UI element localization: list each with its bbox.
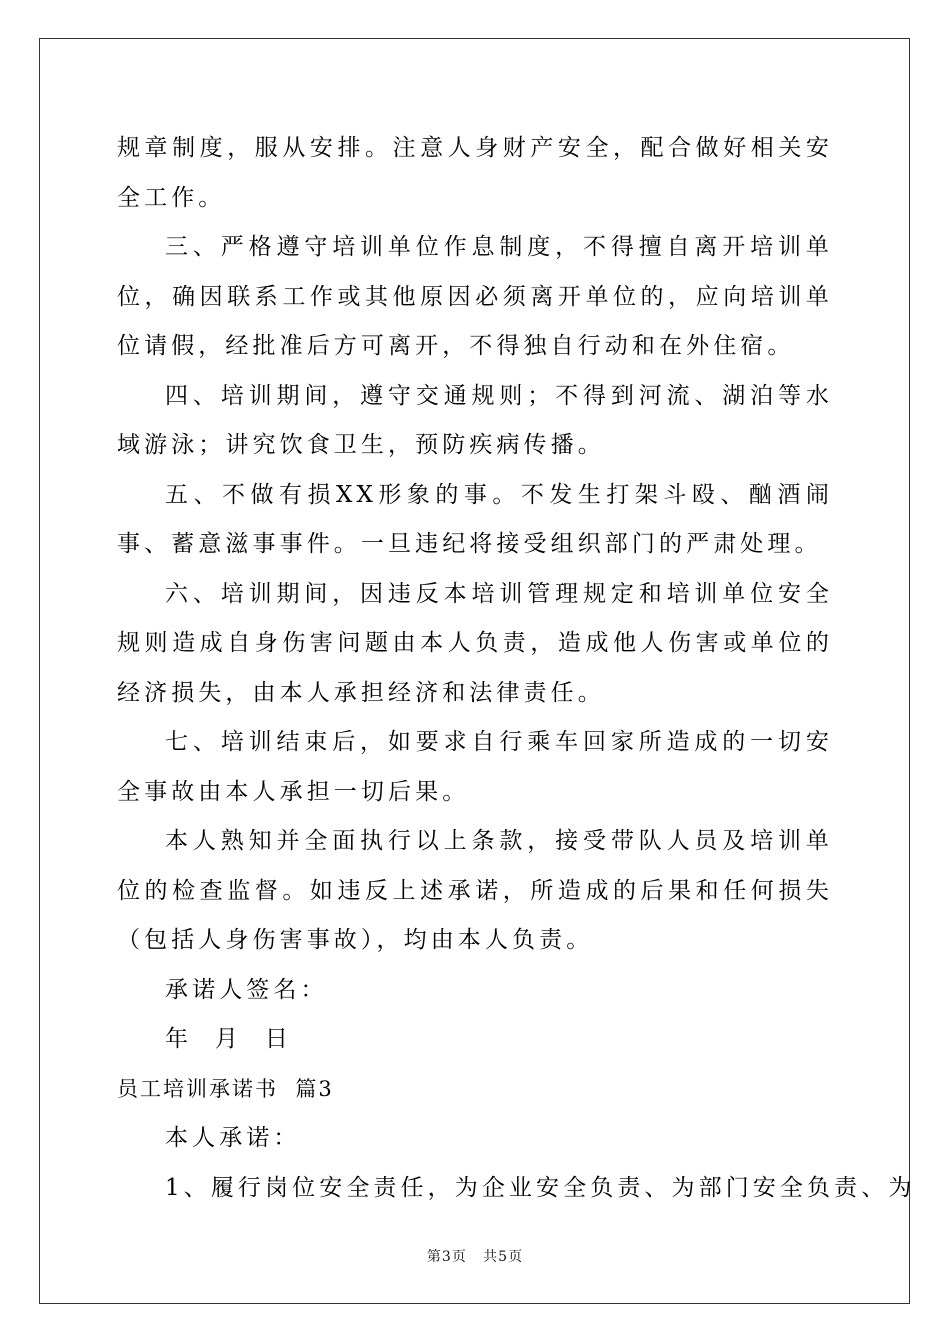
document-body <box>117 124 916 1213</box>
pledge-intro: 本人承诺： <box>165 1125 301 1151</box>
paragraph-item-5: 五、不做有损XX形象的事。不发生打架斗殴、酗酒闹事、蓄意滋事事件。一旦违纪将接受组织部门的严肃处理。 <box>117 481 833 557</box>
paragraph-item-7: 七、培训结束后，如要求自行乘车回家所造成的一切安全事故由本人承担一切后果。 <box>117 729 833 805</box>
section-heading: 员工培训承诺书 篇3 <box>117 1076 334 1101</box>
date-line: 年 月 日 <box>165 1026 292 1052</box>
signature-label: 承诺人签名： <box>165 976 328 1003</box>
paragraph-item-3: 三、严格遵守培训单位作息制度，不得擅自离开培训单位，确因联系工作或其他原因必须离开单位的，应向培训单位请假，经批准后方可离开，不得独自行动和在外住宿。 <box>117 234 833 359</box>
paragraph-continuation: 规章制度，服从安排。注意人身财产安全，配合做好相关安全工作。 <box>117 135 833 211</box>
pledge-item-1: 1、履行岗位安全责任，为企业安全负责、为部门安全负责、为 <box>165 1174 916 1201</box>
paragraph-item-4: 四、培训期间，遵守交通规则；不得到河流、湖泊等水域游泳；讲究饮食卫生，预防疾病传播。 <box>117 382 833 458</box>
page-footer: 第3页 共5页 <box>426 1249 524 1265</box>
paragraph-item-6: 六、培训期间，因违反本培训管理规定和培训单位安全规则造成自身伤害问题由本人负责，造成他人伤害或单位的经济损失，由本人承担经济和法律责任。 <box>117 580 833 706</box>
paragraph-acknowledgement: 本人熟知并全面执行以上条款，接受带队人员及培训单位的检查监督。如违反上述承诺，所造成的后果和任何损失（包括人身伤害事故），均由本人负责。 <box>117 828 833 953</box>
